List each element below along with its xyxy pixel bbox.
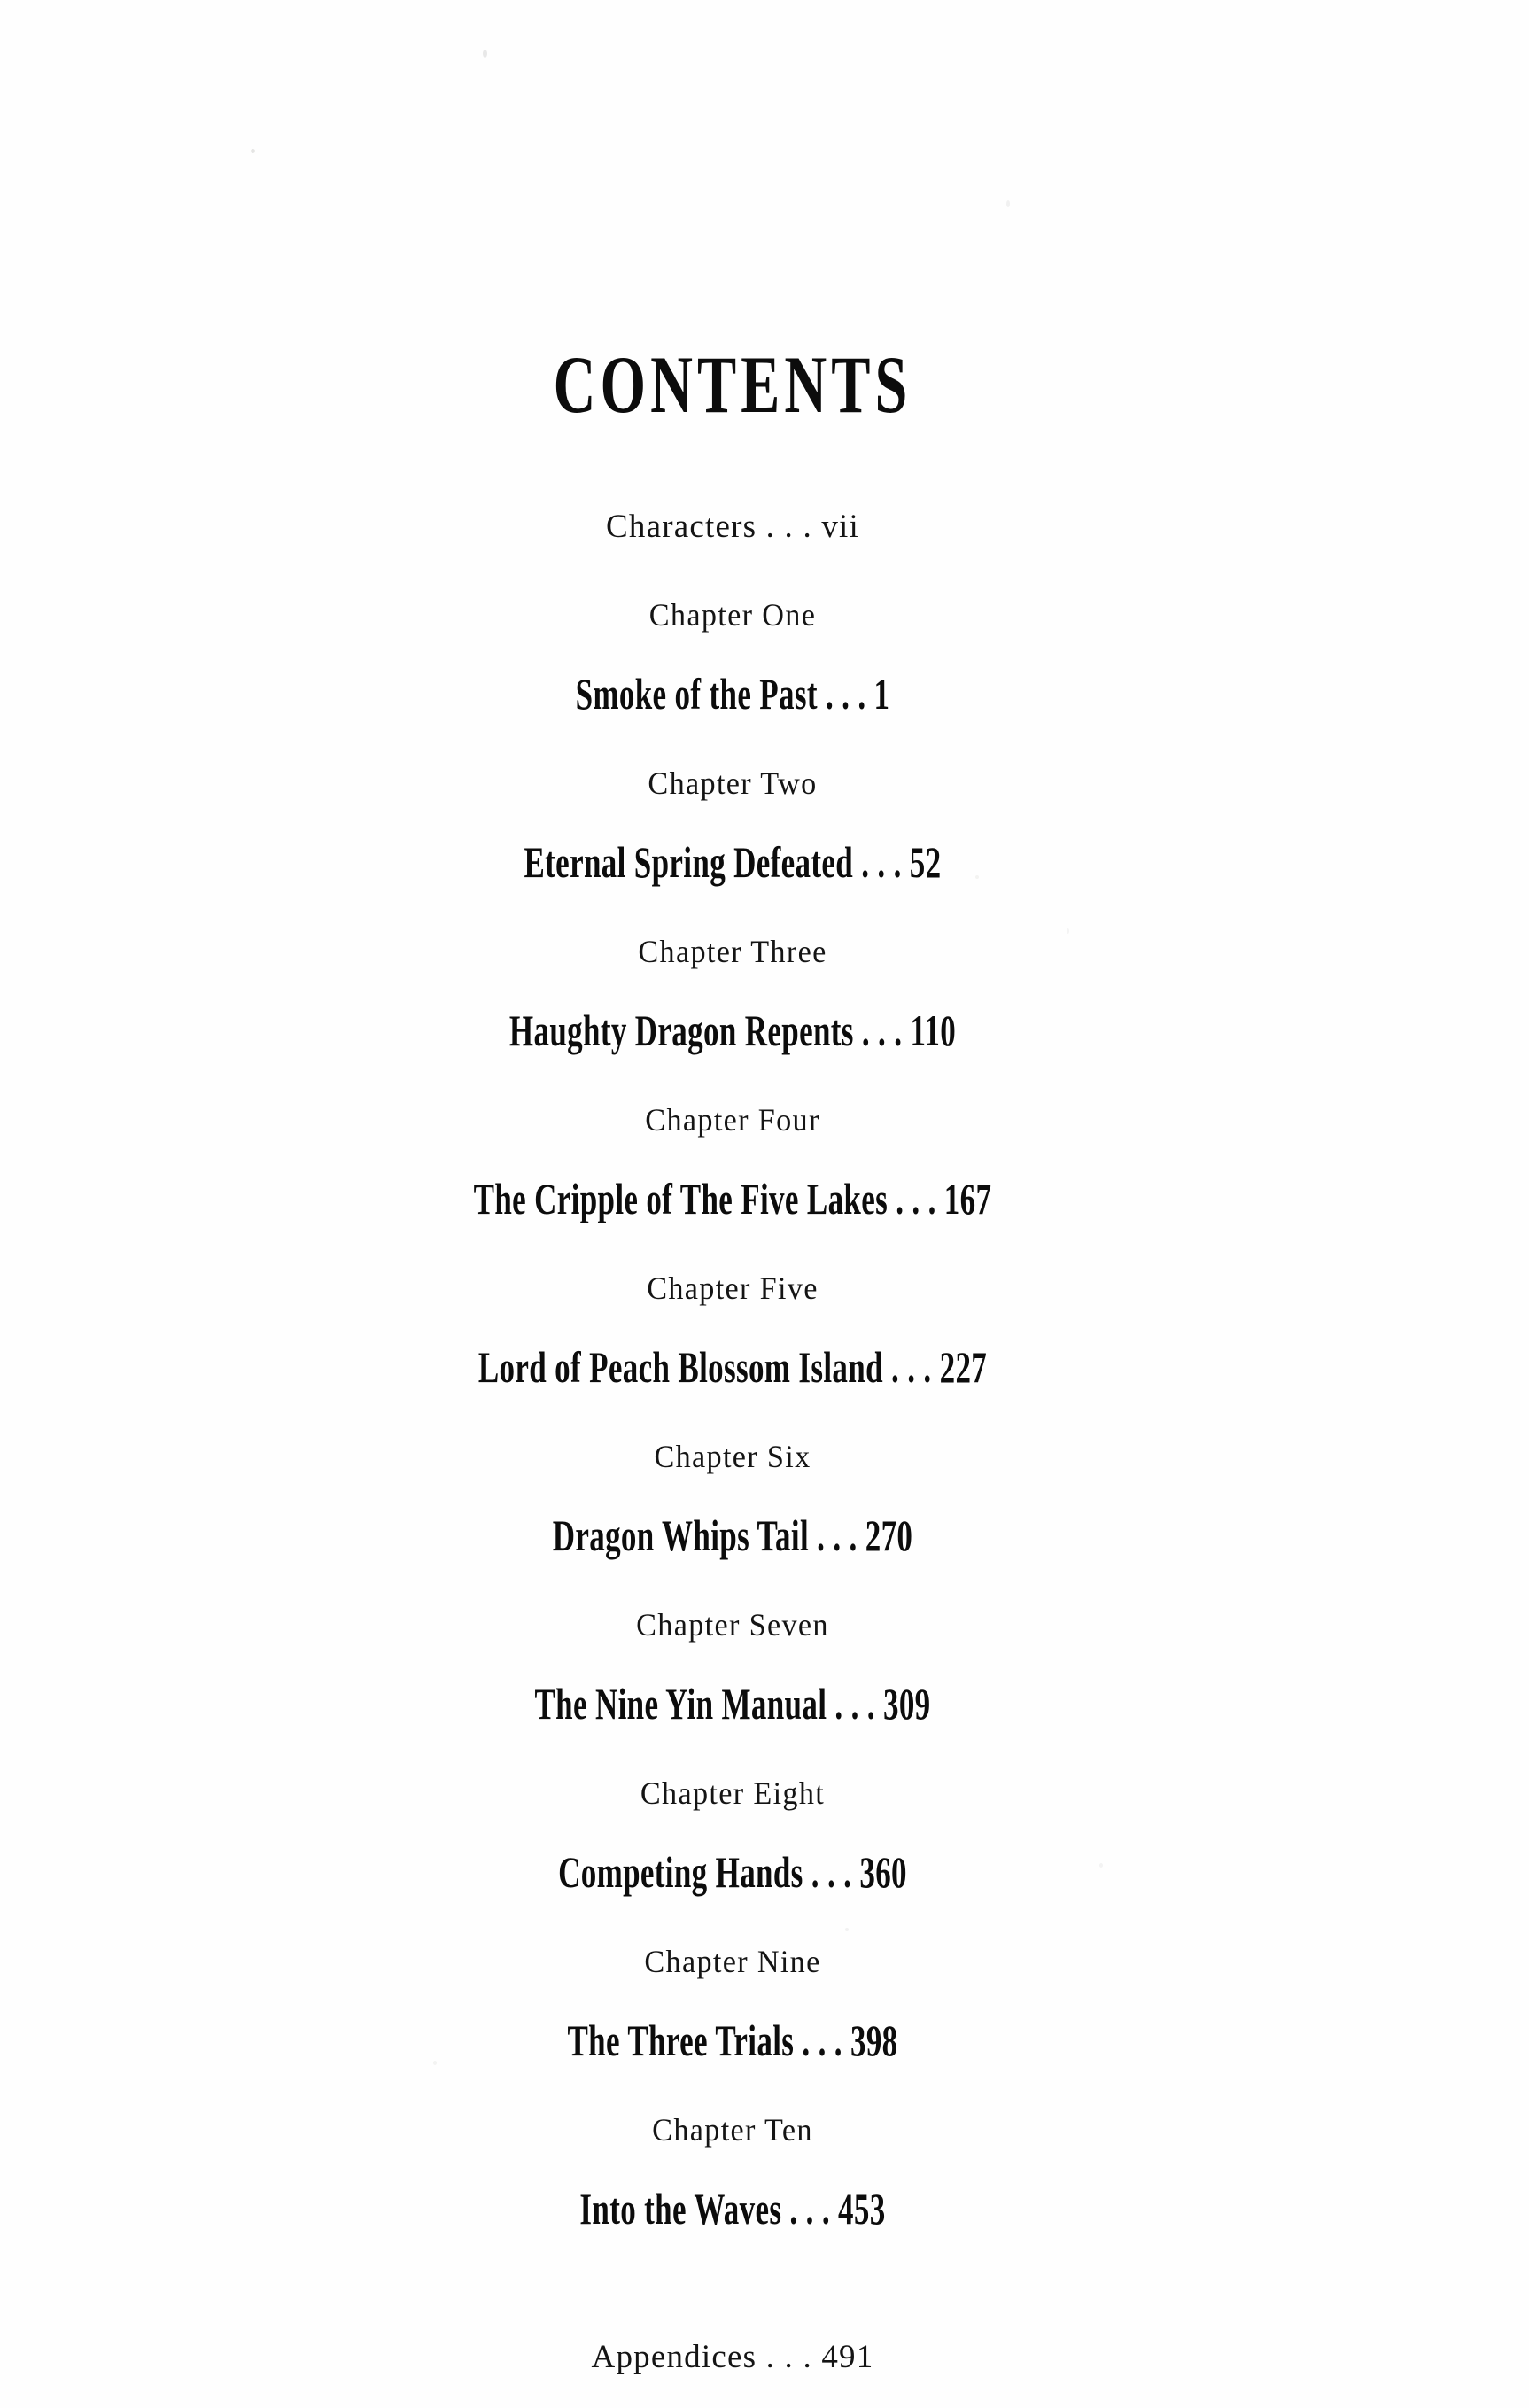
toc-entry-chapter-four[interactable]: The Cripple of The Five Lakes . . . 167: [473, 1174, 992, 1223]
toc-entry-characters[interactable]: Characters . . . vii: [606, 509, 859, 545]
chapter-label-eight: Chapter Eight: [640, 1775, 826, 1811]
toc-entry-chapter-two[interactable]: Eternal Spring Defeated . . . 52: [524, 837, 942, 887]
chapter-label-seven: Chapter Seven: [636, 1607, 829, 1643]
toc-entry-chapter-nine[interactable]: The Three Trials . . . 398: [567, 2016, 898, 2065]
toc-entry-chapter-eight[interactable]: Competing Hands . . . 360: [558, 1847, 907, 1897]
chapter-label-nine: Chapter Nine: [644, 1944, 821, 1979]
chapter-label-one: Chapter One: [648, 597, 817, 633]
toc-entry-chapter-one[interactable]: Smoke of the Past . . . 1: [575, 669, 890, 719]
chapter-label-ten: Chapter Ten: [652, 2112, 813, 2148]
chapter-label-two: Chapter Two: [648, 765, 818, 801]
page-title: CONTENTS: [553, 339, 912, 430]
toc-entry-appendices[interactable]: Appendices . . . 491: [591, 2339, 874, 2375]
chapter-label-six: Chapter Six: [654, 1439, 811, 1474]
toc-entry-chapter-three[interactable]: Haughty Dragon Repents . . . 110: [508, 1006, 957, 1055]
chapter-label-three: Chapter Three: [638, 934, 827, 969]
chapter-label-four: Chapter Four: [645, 1102, 820, 1138]
toc-entry-chapter-five[interactable]: Lord of Peach Blossom Island . . . 227: [477, 1342, 988, 1392]
toc-entry-chapter-six[interactable]: Dragon Whips Tail . . . 270: [552, 1511, 913, 1560]
toc-entry-chapter-seven[interactable]: The Nine Yin Manual . . . 309: [534, 1679, 931, 1728]
chapter-label-five: Chapter Five: [647, 1270, 819, 1306]
toc-entry-chapter-ten[interactable]: Into the Waves . . . 453: [579, 2184, 886, 2233]
